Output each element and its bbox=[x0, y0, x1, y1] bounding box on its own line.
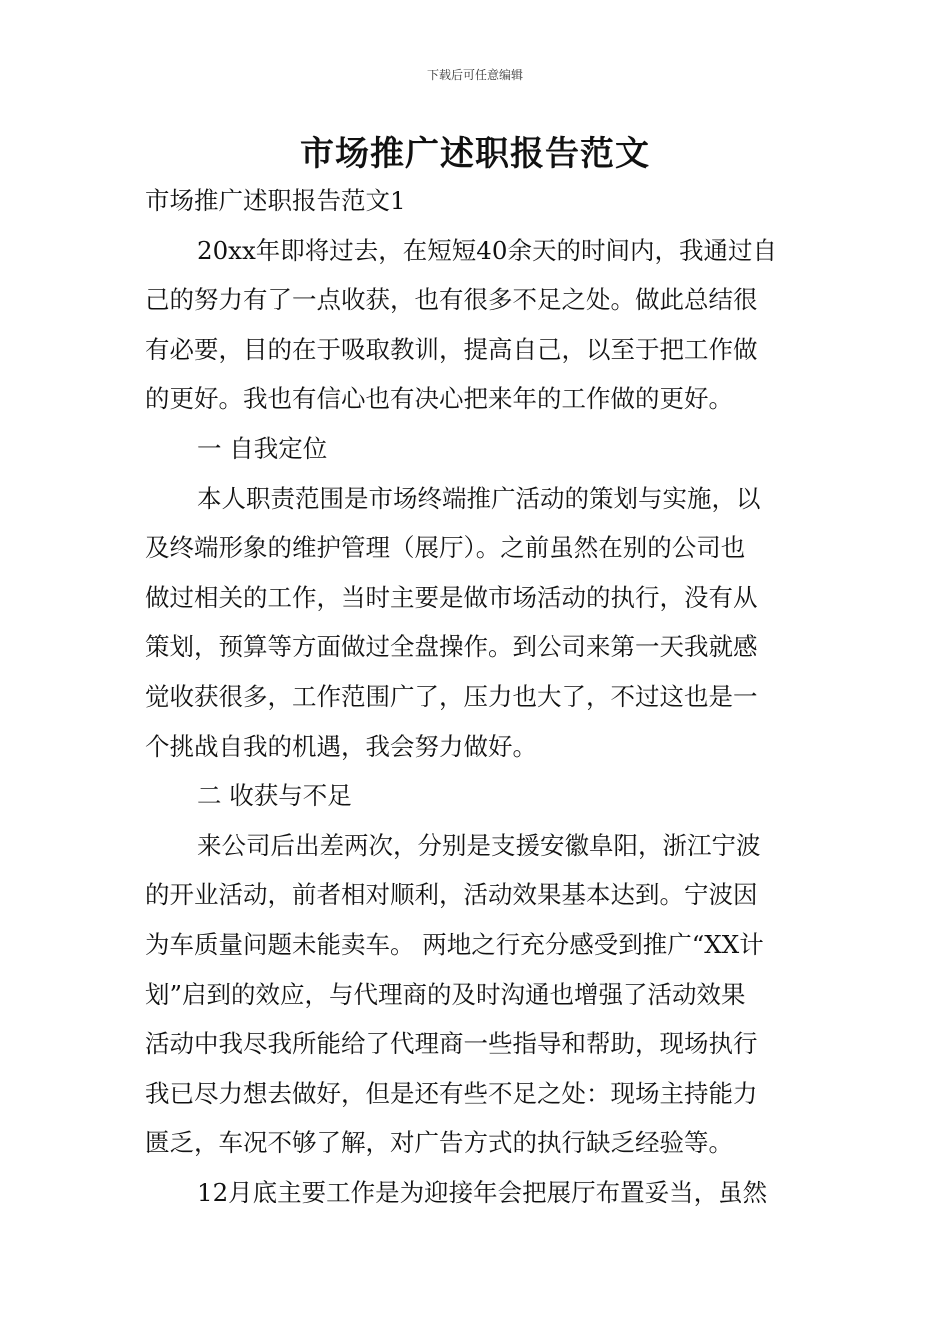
text-line: 有必要，目的在于吸取教训，提高自己，以至于把工作做 bbox=[145, 334, 758, 364]
text-line: 12月底主要工作是为迎接年会把展厅布置妥当，虽然 bbox=[197, 1177, 768, 1207]
text-line: 为车质量问题未能卖车。 两地之行充分感受到推广“XX计 bbox=[145, 929, 764, 959]
text-line: 的开业活动，前者相对顺利，活动效果基本达到。宁波因 bbox=[145, 880, 758, 910]
text-line: 做过相关的工作，当时主要是做市场活动的执行，没有从 bbox=[145, 582, 758, 612]
header-note: 下载后可任意编辑 bbox=[426, 68, 523, 82]
text-line: 我已尽力想去做好，但是还有些不足之处：现场主持能力 bbox=[145, 1078, 758, 1108]
document-title: 市场推广述职报告范文 bbox=[300, 134, 650, 174]
text-line: 匮乏，车况不够了解，对广告方式的执行缺乏经验等。 bbox=[145, 1128, 733, 1158]
text-line: 觉收获很多，工作范围广了，压力也大了，不过这也是一 bbox=[145, 681, 758, 711]
text-line: 活动中我尽我所能给了代理商一些指导和帮助，现场执行 bbox=[145, 1029, 758, 1059]
text-line: 个挑战自我的机遇，我会努力做好。 bbox=[145, 731, 537, 761]
text-line: 己的努力有了一点收获，也有很多不足之处。做此总结很 bbox=[145, 285, 758, 315]
text-line: 及终端形象的维护管理（展厅）。之前虽然在别的公司也 bbox=[145, 533, 746, 563]
text-line: 市场推广述职报告范文1 bbox=[145, 186, 406, 215]
document-body bbox=[145, 176, 810, 1217]
text-line: 来公司后出差两次，分别是支援安徽阜阳，浙江宁波 bbox=[197, 830, 761, 860]
text-line: 划”启到的效应，与代理商的及时沟通也增强了活动效果 bbox=[145, 979, 746, 1009]
text-line: 策划，预算等方面做过全盘操作。到公司来第一天我就感 bbox=[145, 632, 758, 662]
text-line: 20xx年即将过去，在短短40余天的时间内，我通过自 bbox=[197, 235, 777, 265]
text-line: 的更好。我也有信心也有决心把来年的工作做的更好。 bbox=[145, 384, 733, 414]
text-line: 二 收获与不足 bbox=[197, 781, 352, 811]
text-line: 一 自我定位 bbox=[197, 433, 328, 463]
text-line: 本人职责范围是市场终端推广活动的策划与实施，以 bbox=[197, 483, 761, 513]
